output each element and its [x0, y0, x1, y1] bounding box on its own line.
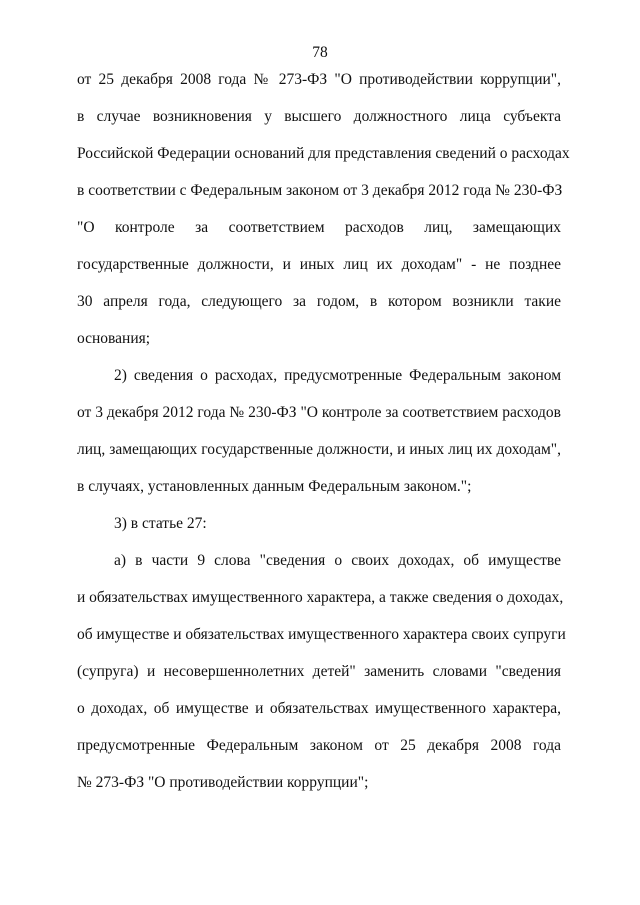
text-line: 2) сведения о расходах, предусмотренные Федеральным законом [114, 367, 561, 384]
text-line: и обязательствах имущественного характера, а также сведения о доходах, [77, 589, 564, 606]
text-line: (супруга) и несовершеннолетних детей" заменить словами "сведения [77, 663, 561, 680]
text-line: в случае возникновения у высшего должностного лица субъекта [77, 108, 561, 125]
page-number: 78 [312, 44, 328, 61]
text-line: государственные должности, и иных лиц их доходам" - не позднее [77, 256, 561, 273]
text-line: лиц, замещающих государственные должности, и иных лиц их доходам", [77, 441, 561, 458]
text-line: № 273-ФЗ "О противодействии коррупции"; [77, 774, 369, 791]
text-line: "О контроле за соответствием расходов лиц, замещающих [77, 219, 561, 236]
text-line: Российской Федерации оснований для представления сведений о расходах [77, 145, 570, 162]
text-line: основания; [77, 330, 151, 347]
text-line: а) в части 9 слова "сведения о своих доходах, об имуществе [114, 552, 561, 569]
text-line: в случаях, установленных данным Федеральным законом."; [77, 478, 472, 495]
text-line: предусмотренные Федеральным законом от 25 декабря 2008 года [77, 737, 561, 754]
text-line: в соответствии с Федеральным законом от 3 декабря 2012 года № 230-ФЗ [77, 182, 563, 199]
text-line: от 25 декабря 2008 года № 273-ФЗ "О противодействии коррупции", [77, 71, 561, 88]
text-line: 3) в статье 27: [114, 515, 207, 532]
text-line: об имуществе и обязательствах имущественного характера своих супруги [77, 626, 566, 643]
text-line: о доходах, об имуществе и обязательствах имущественного характера, [77, 700, 561, 717]
text-line: от 3 декабря 2012 года № 230-ФЗ "О контроле за соответствием расходов [77, 404, 561, 421]
text-line: 30 апреля года, следующего за годом, в котором возникли такие [77, 293, 561, 310]
